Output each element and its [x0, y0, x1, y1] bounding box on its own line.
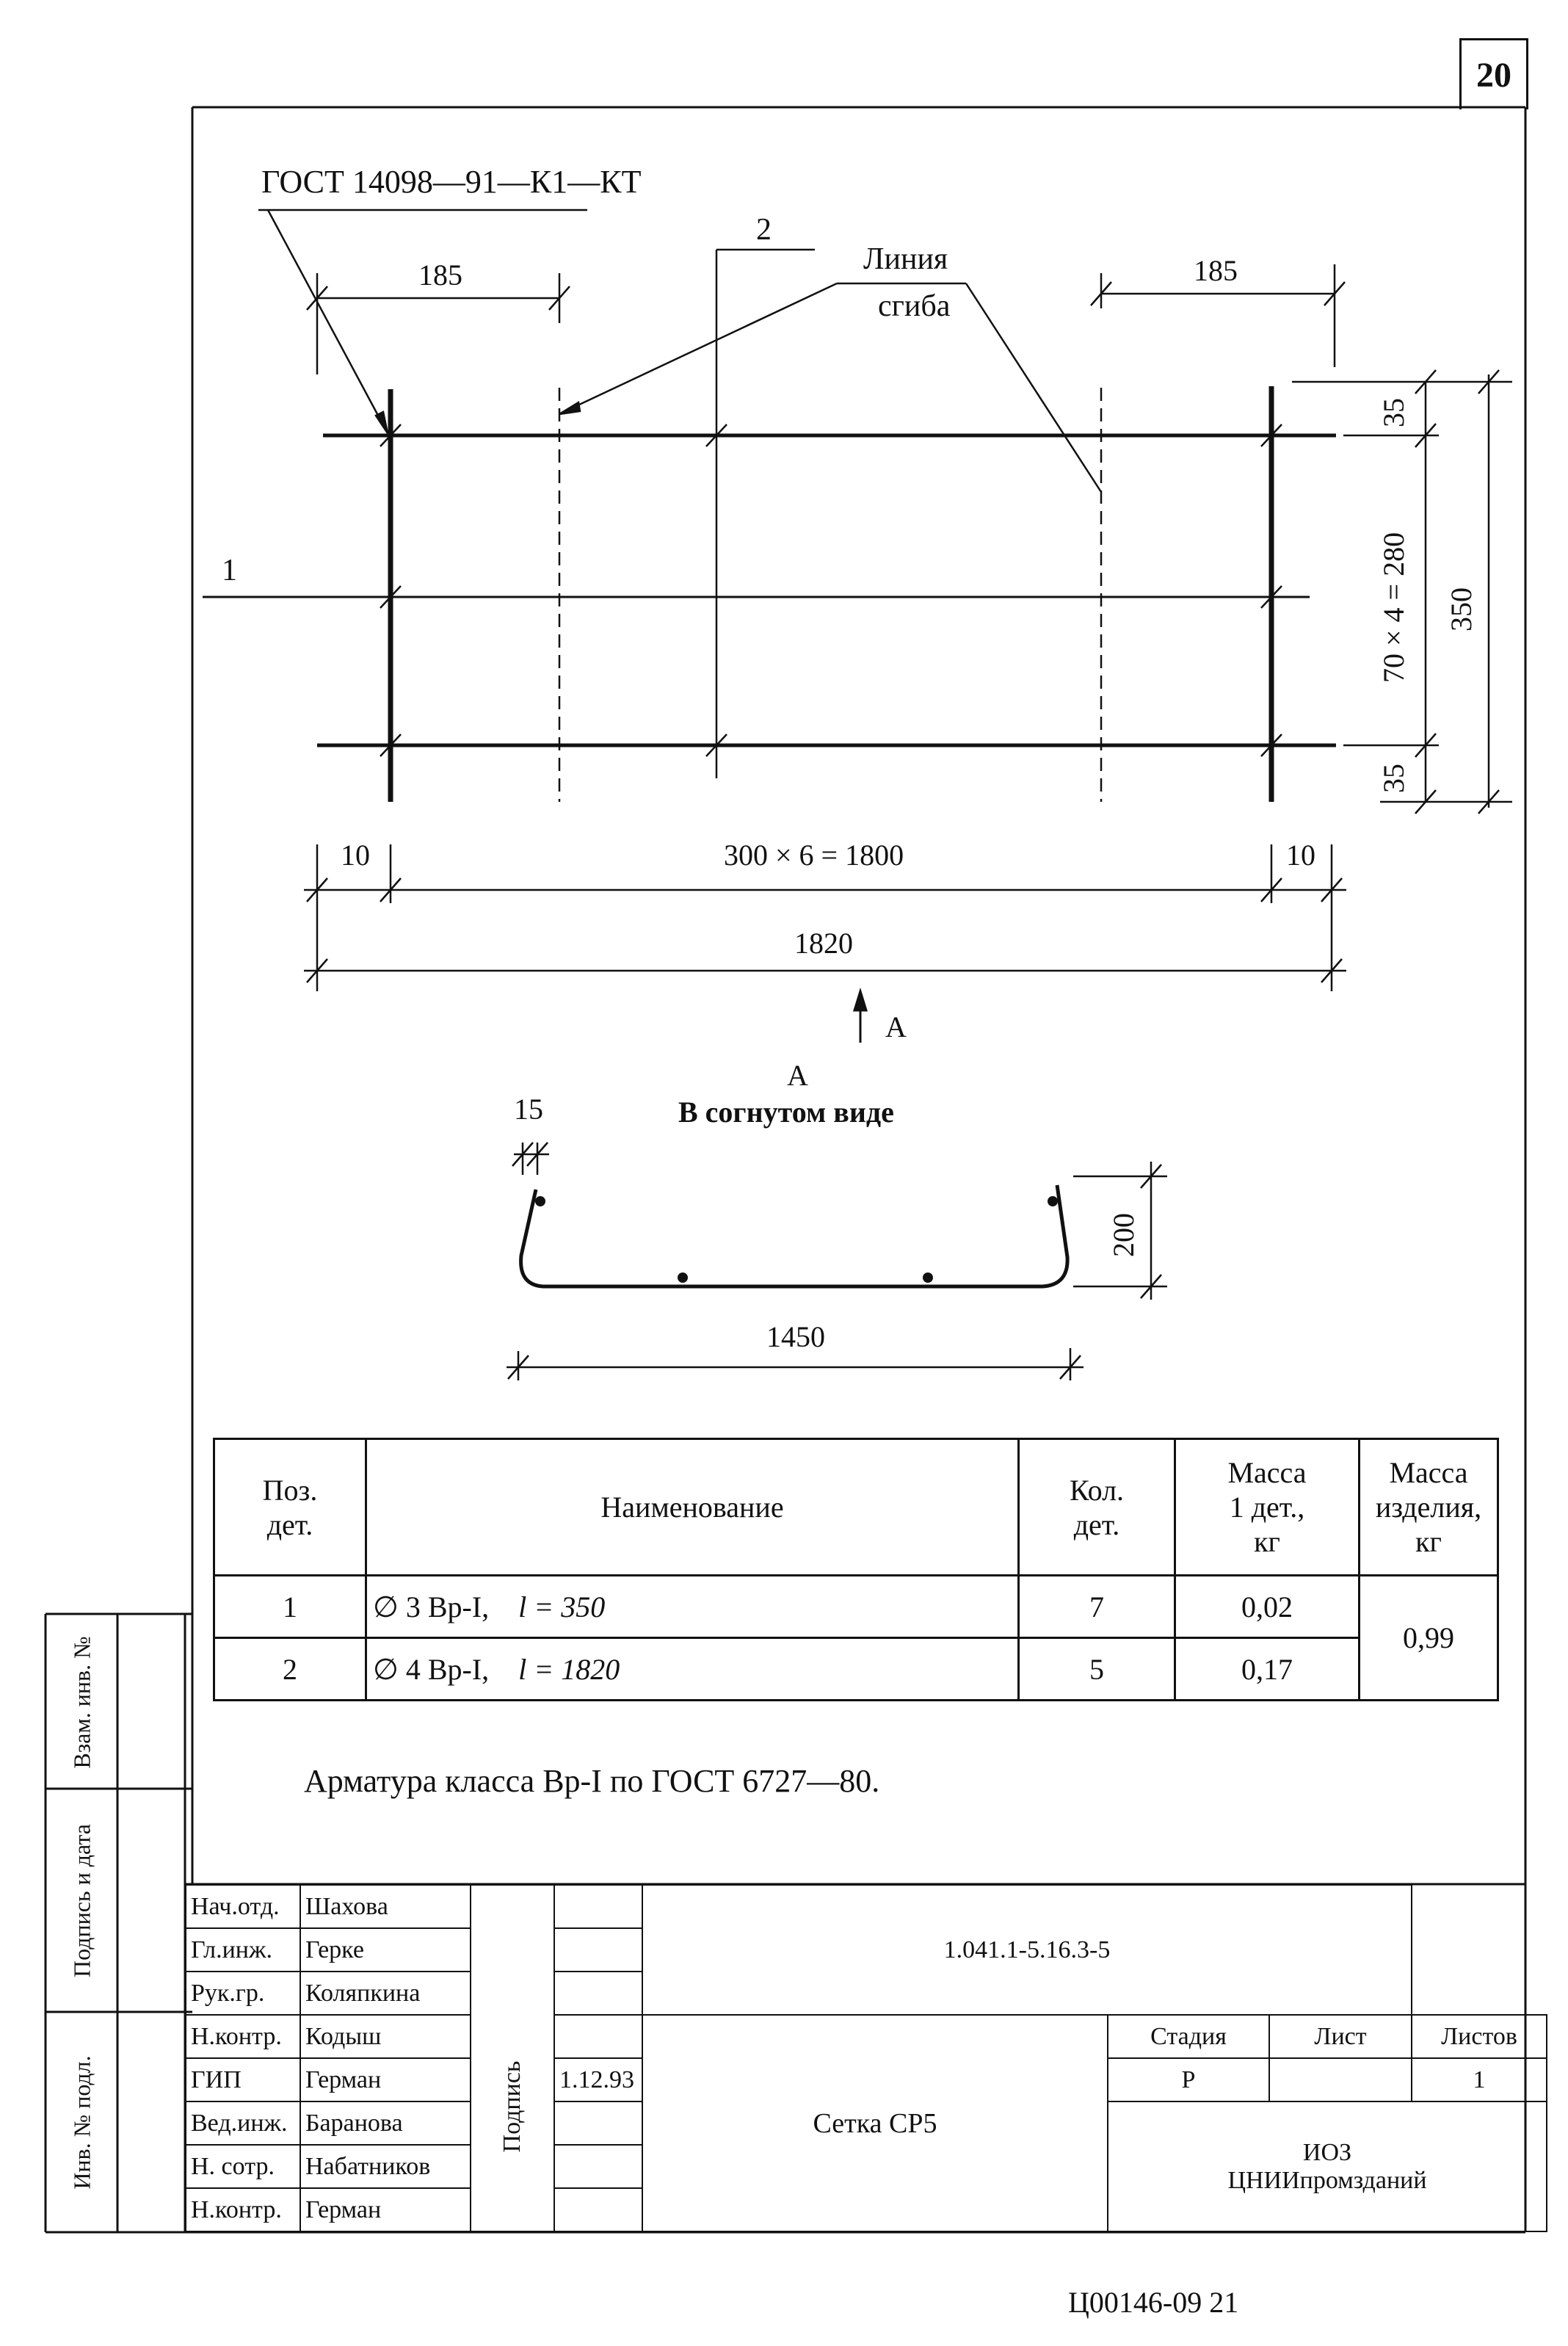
- section-letter: А: [787, 1059, 808, 1092]
- side-label-inv-orig: Инв. № подл.: [68, 2055, 95, 2190]
- dim-10-right: 10: [1286, 839, 1315, 872]
- dim-10-left: 10: [341, 839, 370, 872]
- header-mass-total: Масса изделия, кг: [1360, 1439, 1498, 1576]
- role-4: Н.контр.: [186, 2015, 300, 2058]
- row1-name: ∅ 3 Вр-I, l = 350: [366, 1576, 1019, 1638]
- section-title: В согнутом виде: [678, 1096, 894, 1129]
- name-6: Баранова: [300, 2101, 471, 2145]
- header-qty: Кол. дет.: [1019, 1439, 1175, 1576]
- dim-200: 200: [1107, 1213, 1140, 1257]
- dim-35-bottom: 35: [1377, 764, 1410, 793]
- mass-total: 0,99: [1360, 1576, 1498, 1701]
- role-8: Н.контр.: [186, 2188, 300, 2231]
- dim-185-right: 185: [1194, 254, 1238, 287]
- role-2: Гл.инж.: [186, 1928, 300, 1972]
- table-row: [214, 1638, 1498, 1701]
- role-5: ГИП: [186, 2058, 300, 2101]
- role-6: Вед.инж.: [186, 2101, 300, 2145]
- bend-label-1: Линия: [863, 242, 948, 276]
- name-4: Кодыш: [300, 2015, 471, 2058]
- view-arrow-label: А: [885, 1010, 907, 1043]
- bend-label-2: сгиба: [878, 289, 951, 323]
- row2-pos: 2: [214, 1638, 366, 1701]
- table-row: [214, 1576, 1498, 1638]
- sheet-header: Лист: [1269, 2015, 1412, 2058]
- stage-header: Стадия: [1108, 2015, 1269, 2058]
- row1-mass1: 0,02: [1175, 1576, 1360, 1638]
- signature-label: Подпись: [498, 2060, 526, 2153]
- dim-350: 350: [1445, 587, 1478, 631]
- role-7: Н. сотр.: [186, 2145, 300, 2188]
- sheet-number: 20: [1459, 38, 1528, 109]
- dim-35-top: 35: [1377, 398, 1410, 427]
- header-name: Наименование: [366, 1439, 1019, 1576]
- dim-15: 15: [514, 1093, 543, 1126]
- dim-185-left: 185: [418, 258, 462, 292]
- role-1: Нач.отд.: [186, 1885, 300, 1928]
- row2-qty: 5: [1019, 1638, 1175, 1701]
- date: 1.12.93: [554, 2058, 642, 2101]
- side-label-sign-date: Подпись и дата: [68, 1824, 95, 1977]
- row1-qty: 7: [1019, 1576, 1175, 1638]
- organization: ИОЗ ЦНИИпромзданий: [1108, 2101, 1547, 2231]
- row1-pos: 1: [214, 1576, 366, 1638]
- name-2: Герке: [300, 1928, 471, 1972]
- doc-title: Сетка СР5: [642, 2015, 1108, 2231]
- doc-code: 1.041.1-5.16.3-5: [642, 1885, 1412, 2015]
- row2-mass1: 0,17: [1175, 1638, 1360, 1701]
- footer-code: Ц00146-09 21: [1068, 2286, 1239, 2319]
- dim-1450: 1450: [766, 1320, 825, 1353]
- dim-70x4: 70 × 4 = 280: [1377, 532, 1410, 683]
- dim-300x6: 300 × 6 = 1800: [724, 839, 904, 872]
- role-3: Рук.гр.: [186, 1972, 300, 2015]
- name-7: Набатников: [300, 2145, 471, 2188]
- pos2-label: 2: [756, 213, 772, 247]
- note-text: Арматура класса Вр-I по ГОСТ 6727—80.: [304, 1763, 880, 1799]
- name-3: Коляпкина: [300, 1972, 471, 2015]
- name-5: Герман: [300, 2058, 471, 2101]
- stage-value: Р: [1108, 2058, 1269, 2101]
- title-block: [185, 1884, 1547, 2232]
- gost-label: ГОСТ 14098—91—К1—КТ: [261, 164, 642, 200]
- name-1: Шахова: [300, 1885, 471, 1928]
- name-8: Герман: [300, 2188, 471, 2231]
- sheets-header: Листов: [1412, 2015, 1547, 2058]
- sheets-value: 1: [1412, 2058, 1547, 2101]
- dim-1820: 1820: [794, 927, 853, 960]
- side-label-replace-inv: Взам. инв. №: [68, 1636, 95, 1769]
- sheet-value: [1269, 2058, 1412, 2101]
- spec-table: [213, 1438, 1499, 1701]
- signature-column: [471, 1885, 554, 2231]
- header-pos: Поз. дет.: [214, 1439, 366, 1576]
- pos1-label: 1: [222, 554, 237, 587]
- row2-name: ∅ 4 Вр-I, l = 1820: [366, 1638, 1019, 1701]
- header-mass1: Масса 1 дет., кг: [1175, 1439, 1360, 1576]
